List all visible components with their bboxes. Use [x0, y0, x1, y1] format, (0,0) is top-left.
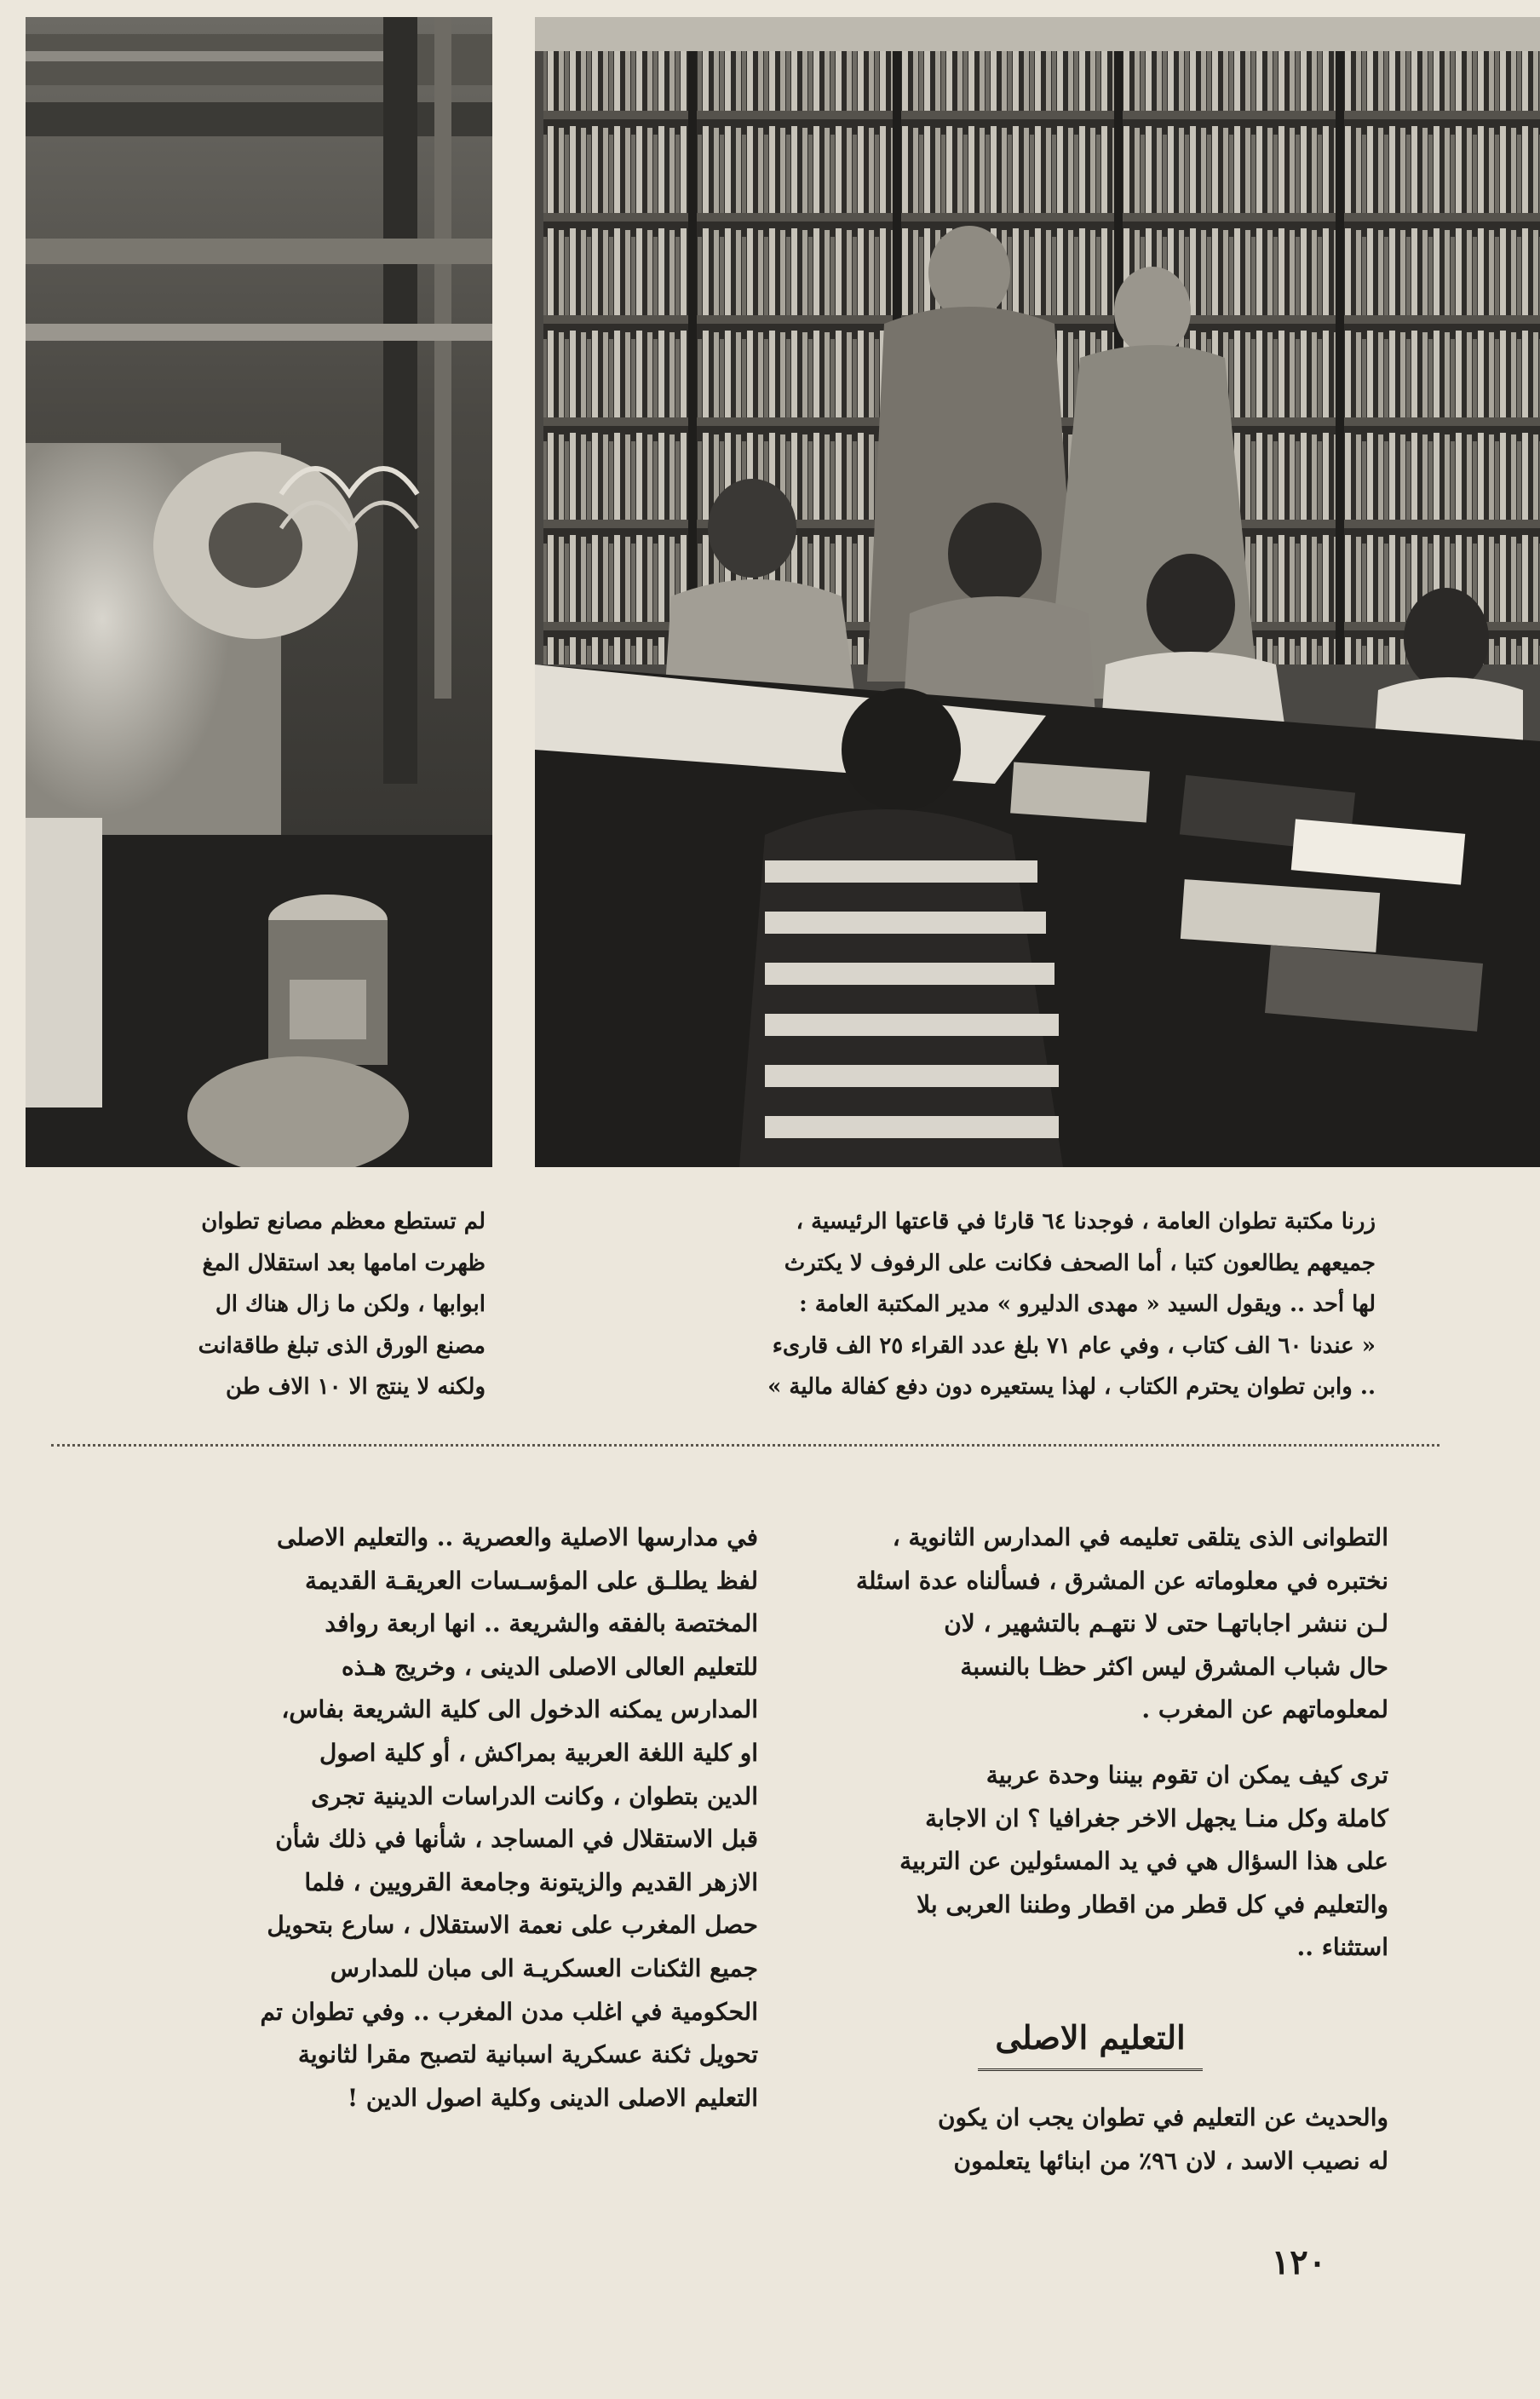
library-photo — [535, 17, 1540, 1167]
body-line: او كلية اللغة العربية بمراكش ، أو كلية اصول — [319, 1738, 758, 1767]
body-line: تحويل ثكنة عسكرية اسبانية لتصبح مقرا لثانوية — [297, 2040, 758, 2069]
factory-caption — [26, 1201, 486, 1408]
body-line: لـن ننشر اجاباتهـا حتى لا نتهـم بالتشهير ، لان — [944, 1609, 1388, 1638]
body-line: استثناء .. — [1296, 1933, 1388, 1962]
page-number: ١٢٠ — [1271, 2242, 1327, 2282]
caption-line: ظهرت امامها بعد استقلال المغ — [202, 1250, 486, 1276]
body-line: والتعليم في كل قطر من اقطار وطننا العربى بلا — [917, 1890, 1388, 1919]
caption-line: زرنا مكتبة تطوان العامة ، فوجدنا ٦٤ قارئا في قاعتها الرئيسية ، — [796, 1209, 1376, 1234]
caption-line: جميعهم يطالعون كتبا ، أما الصحف فكانت على الرفوف لا يكترث — [784, 1250, 1376, 1276]
body-line: والحديث عن التعليم في تطوان يجب ان يكون — [937, 2103, 1388, 2131]
section-heading — [792, 2012, 1388, 2071]
article-column-left — [153, 1516, 758, 2120]
caption-line: ولكنه لا ينتج الا ١٠ الاف طن — [226, 1374, 486, 1400]
body-line: التطوانى الذى يتلقى تعليمه في المدارس الثانوية ، — [892, 1523, 1388, 1551]
caption-line: لم تستطع معظم مصانع تطوان — [201, 1209, 486, 1234]
caption-line: مصنع الورق الذى تبلغ طاقةانت — [198, 1332, 486, 1359]
body-line: له نصيب الاسد ، لان ٩٦٪ من ابنائها يتعلمون — [953, 2146, 1388, 2175]
section-heading-text: التعليم الاصلى — [978, 2012, 1202, 2071]
body-line: في مدارسها الاصلية والعصرية .. والتعليم الاصلى — [276, 1523, 758, 1551]
caption-line: .. وابن تطوان يحترم الكتاب ، لهذا يستعيره دون دفع كفالة مالية » — [767, 1374, 1376, 1400]
body-line: على هذا السؤال هي في يد المسئولين عن التربية — [899, 1847, 1388, 1876]
body-line: قبل الاستقلال في المساجد ، شأنها في ذلك شأن — [275, 1825, 758, 1854]
dotted-divider — [51, 1444, 1439, 1447]
body-line: التعليم الاصلى الدينى وكلية اصول الدين ! — [347, 2083, 758, 2112]
body-line: المدارس يمكنه الدخول الى كلية الشريعة بفاس، — [281, 1695, 758, 1724]
body-line: حصل المغرب على نعمة الاستقلال ، سارع بتحويل — [267, 1911, 758, 1940]
body-line: حال شباب المشرق ليس اكثر حظـا بالنسبة — [960, 1652, 1388, 1681]
body-line: لمعلوماتهم عن المغرب . — [1141, 1695, 1388, 1724]
caption-line: « عندنا ٦٠ الف كتاب ، وفي عام ٧١ بلغ عدد القراء ٢٥ الف قارىء — [772, 1332, 1376, 1359]
body-line: المختصة بالفقه والشريعة .. انها اربعة روافد — [325, 1609, 758, 1638]
body-line: الدين بتطوان ، وكانت الدراسات الدينية تجرى — [311, 1781, 758, 1810]
caption-line: لها أحد .. ويقول السيد « مهدى الدليرو » مدير المكتبة العامة : — [799, 1292, 1376, 1317]
body-line: الحكومية في اغلب مدن المغرب .. وفي تطوان تم — [260, 1997, 758, 2026]
factory-photo-image — [26, 17, 492, 1167]
body-line: الازهر القديم والزيتونة وجامعة القرويين ، فلما — [304, 1867, 758, 1896]
caption-line: ابوابها ، ولكن ما زال هناك ال — [215, 1292, 486, 1317]
body-line: ترى كيف يمكن ان تقوم بيننا وحدة عربية — [985, 1760, 1388, 1789]
body-line: نختبره في معلوماته عن المشرق ، فسألناه عدة اسئلة — [856, 1566, 1388, 1595]
body-line: لفظ يطلـق على المؤسـسات العريقـة القديمة — [304, 1566, 758, 1595]
body-line: كاملة وكل منـا يجهل الاخر جغرافيا ؟ ان الاجابة — [925, 1804, 1388, 1832]
body-line: للتعليم العالى الاصلى الدينى ، وخريج هـذه — [341, 1652, 758, 1681]
factory-photo — [26, 17, 492, 1167]
library-photo-image — [535, 17, 1540, 1167]
body-line: جميع الثكنات العسكريـة الى مبان للمدارس — [330, 1953, 758, 1982]
library-caption — [562, 1201, 1376, 1408]
article-column-right — [792, 1516, 1388, 2183]
